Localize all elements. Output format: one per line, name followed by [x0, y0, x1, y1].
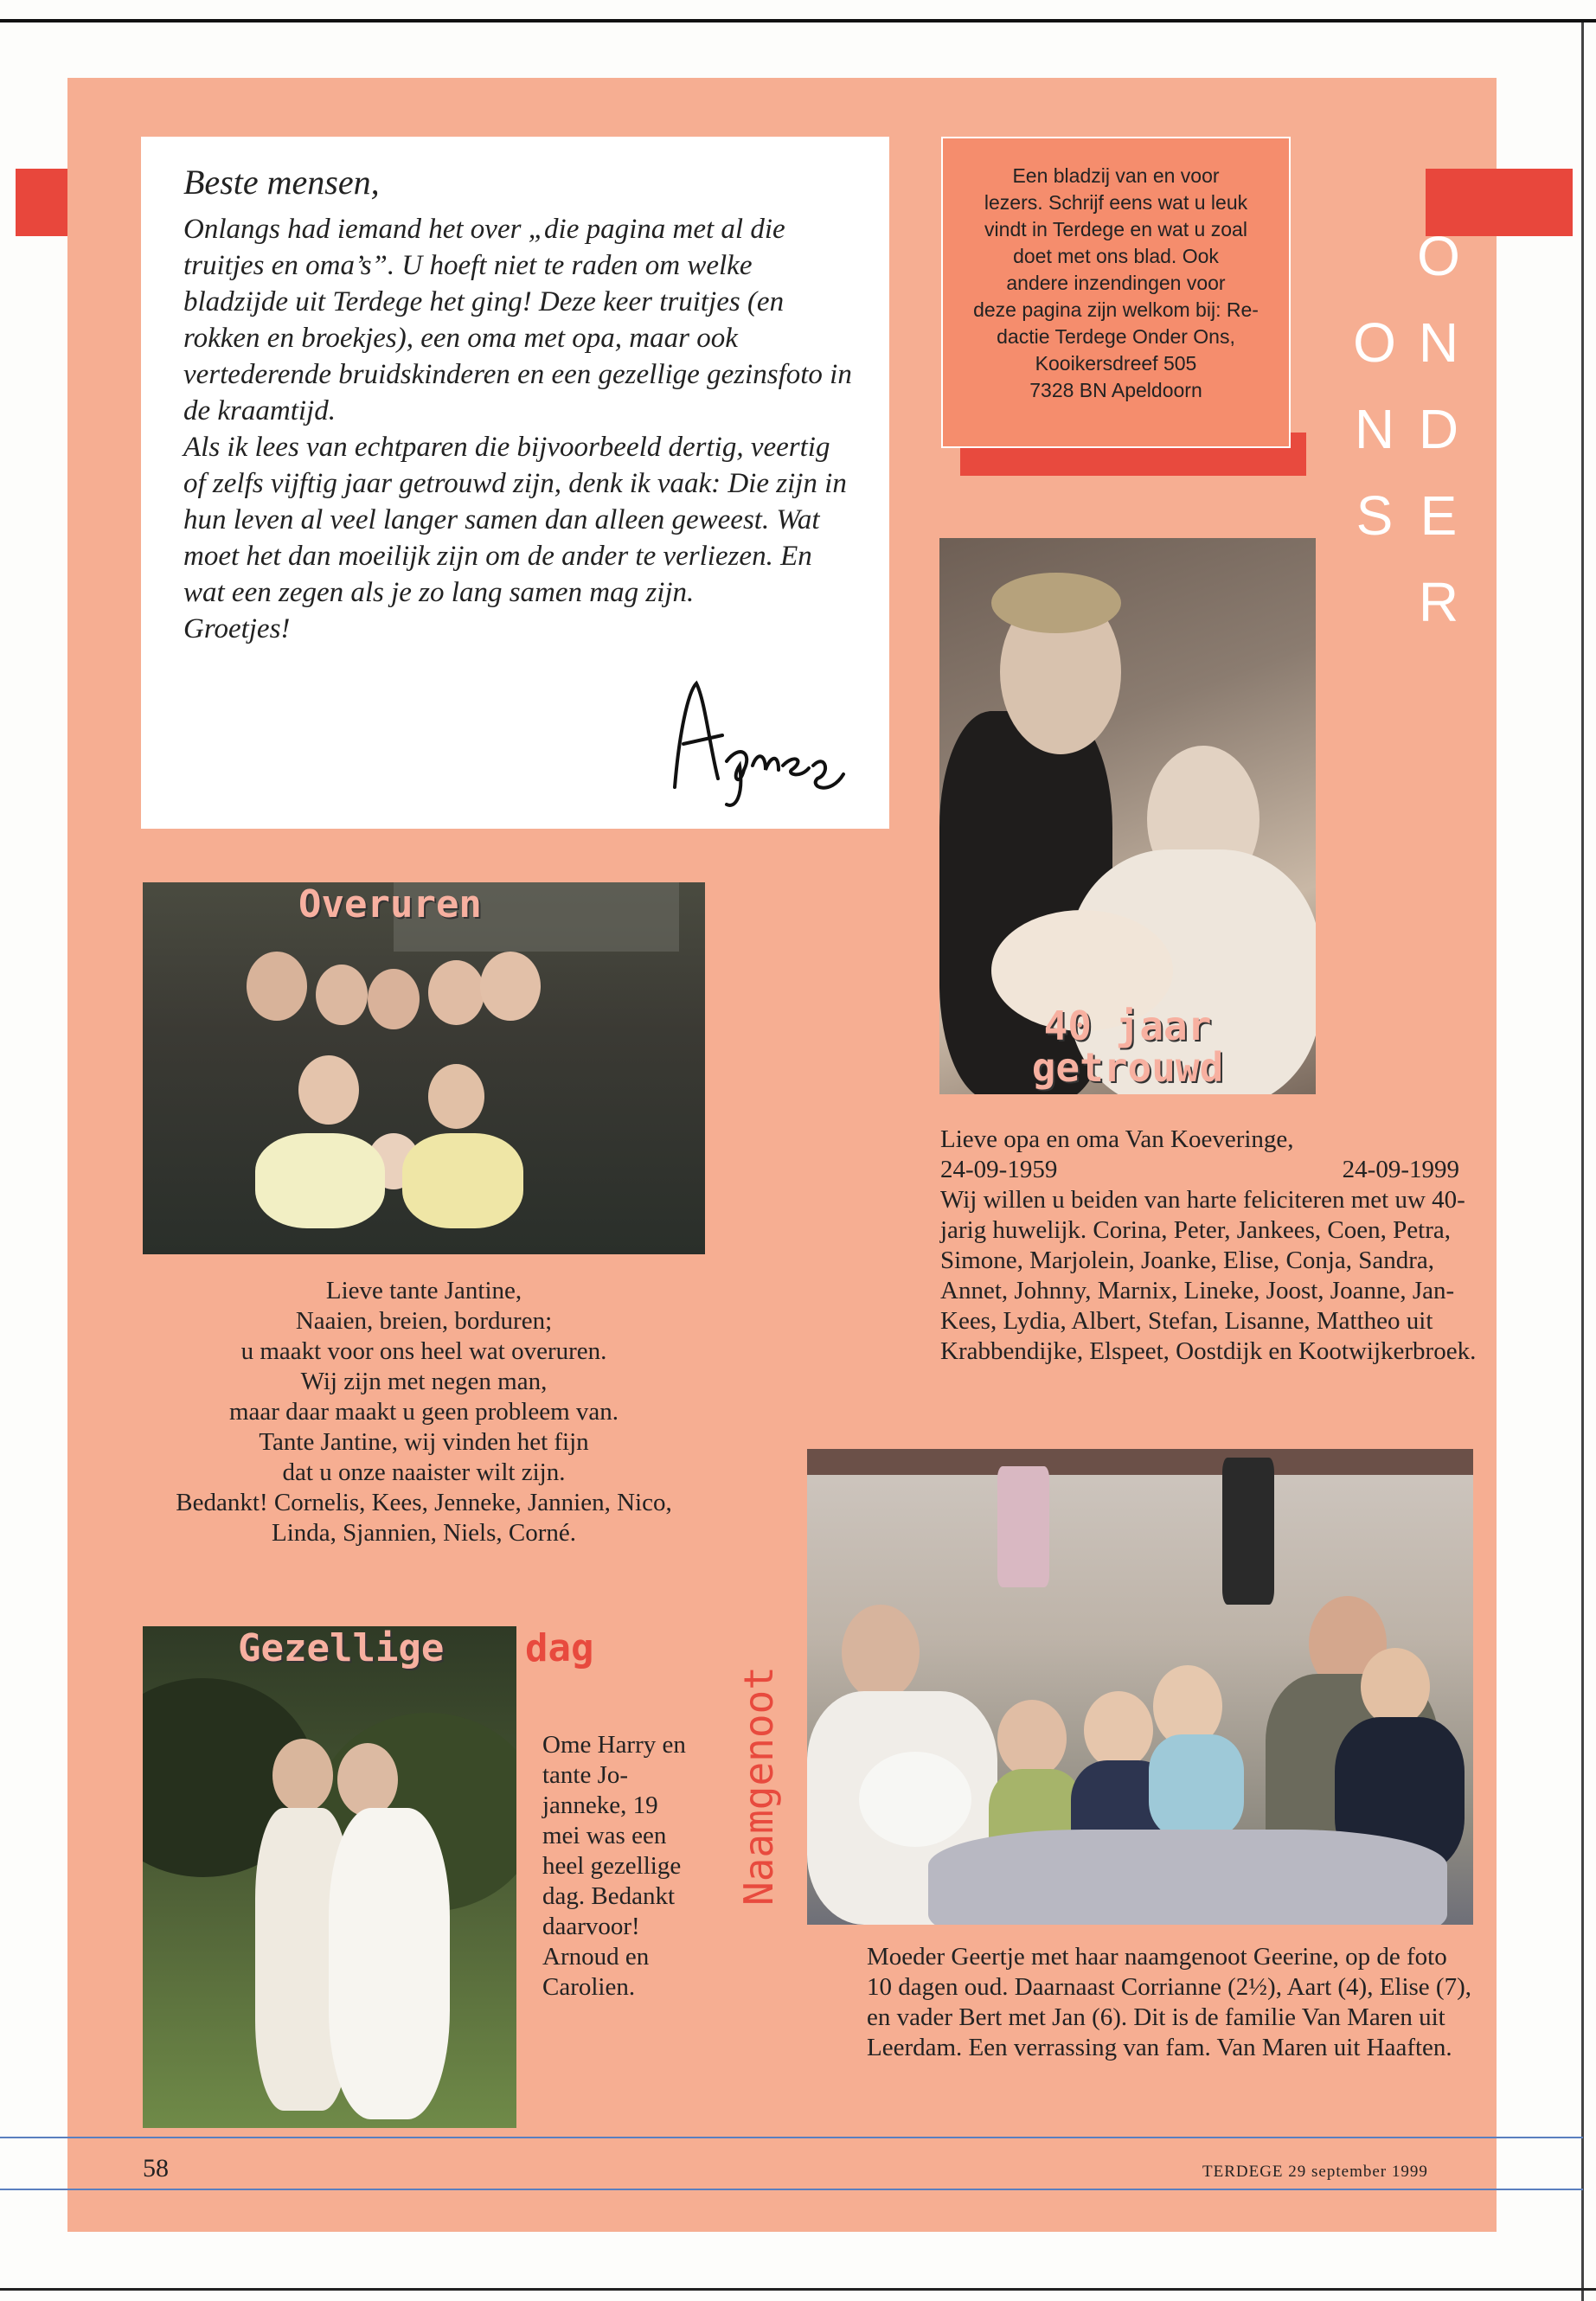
wedding-label-line: getrouwd — [1031, 1044, 1224, 1091]
child-sweater — [402, 1133, 523, 1228]
wedding-message — [940, 1125, 1477, 1367]
letter-paragraph-1: Onlangs had iemand het over „die pagina met al die truitjes en oma’s”. U hoeft niet te raden om welke bladzijde uit Terdege het ging! Deze keer truitjes (en rokken en broekjes), een oma met opa, maar ook vertederende bruidskinderen en een gezellige gezinsfoto in de kraamtijd. — [183, 214, 852, 426]
signature-agnes — [657, 666, 856, 813]
child-sweater — [255, 1133, 385, 1228]
photo-wedding — [939, 538, 1316, 1094]
wedding-body: Wij willen u beiden van harte feliciteren met uw 40-jarig huwelijk. Corina, Peter, Jankees, Coen, Petra, Simone, Marjolein, Joanke, Elise, Conja, Sandra, Annet, Johnny, Marnix, Lineke, Joost, Joanne, Jan-Kees, Lydia, Albert, Stefan, Lisanne, Mattheo uit Krabbendijke, Elspeet, Oostdijk en Kootwijkerbroek. — [940, 1186, 1477, 1365]
photo-naamgenoot — [807, 1449, 1473, 1925]
child-face — [997, 1700, 1067, 1778]
info-line: deze pagina zijn welkom bij: Re- — [973, 298, 1259, 321]
bed-cover — [928, 1830, 1447, 1925]
child-face — [428, 1064, 484, 1129]
photo-gezellige-dag — [143, 1626, 516, 2128]
mother-face — [842, 1605, 920, 1700]
naamgenoot-message: Moeder Geertje met haar naamgenoot Geerine, op de foto 10 dagen oud. Daarnaast Corrianne (2½), Aart (4), Elise (7), en vader Bert met Jan (6). Dit is de familie Van Maren uit Leerdam. Een verrassing van fam. Van Maren uit Haaften. — [867, 1943, 1471, 2061]
info-box-text — [952, 163, 1280, 404]
letter-paragraph-2: Als ik lees van echtparen die bijvoorbeeld dertig, veertig of zelfs vijftig jaar getrouwd zijn, denk ik vaak: Die zijn in hun leven al veel langer samen dan alleen geweest. Wat moet het dan moeilijk zijn om de ander te verliezen. En wat een zegen als je zo lang samen mag zijn. — [183, 432, 847, 608]
wedding-heading: Lieve opa en oma Van Koeveringe, — [940, 1125, 1294, 1153]
editor-letter — [183, 164, 858, 647]
footer-rule-bottom — [0, 2189, 1583, 2190]
info-line: doet met ons blad. Ook — [1013, 245, 1219, 267]
section-title: ONDER ONS — [1343, 225, 1470, 657]
child-face — [316, 965, 368, 1025]
poem-line: Bedankt! Cornelis, Kees, Jenneke, Jannien, Nico, — [176, 1489, 672, 1516]
child-face — [480, 952, 541, 1021]
wedding-date-end: 24-09-1999 — [1342, 1156, 1459, 1183]
bottom-rule — [0, 2288, 1596, 2291]
overuren-poem — [143, 1276, 705, 1548]
page-edge — [1581, 22, 1584, 2301]
info-line: Kooikersdreef 505 — [1035, 352, 1197, 375]
wedding-label-line: 40 jaar — [1043, 1003, 1212, 1049]
hanging-clothes — [997, 1466, 1049, 1587]
child-face — [298, 1055, 359, 1125]
info-line: vindt in Terdege en wat u zoal — [984, 218, 1247, 240]
child-face — [368, 969, 420, 1029]
overuren-label: Overuren — [298, 882, 482, 926]
poem-line: maar daar maakt u geen probleem van. — [228, 1398, 619, 1426]
photo-overuren — [143, 882, 705, 1254]
hanging-clothes — [1222, 1458, 1274, 1605]
girl-dress — [329, 1808, 450, 2119]
poem-line: Wij zijn met negen man, — [300, 1368, 548, 1395]
info-line: 7328 BN Apeldoorn — [1029, 379, 1202, 401]
left-red-band — [16, 169, 67, 236]
girl-face — [337, 1743, 398, 1817]
letter-greeting: Beste mensen, — [183, 163, 380, 202]
child-face — [428, 960, 484, 1025]
poem-line: dat u onze naaister wilt zijn. — [282, 1458, 566, 1486]
top-rule — [0, 19, 1596, 22]
child-face — [1084, 1691, 1153, 1769]
child-face — [247, 952, 307, 1021]
curtain-rail — [807, 1449, 1473, 1475]
dag-label: dag — [525, 1626, 594, 1670]
info-line: andere inzendingen voor — [1006, 272, 1226, 294]
footer-rule-top — [0, 2137, 1583, 2138]
poem-line: Naaien, breien, borduren; — [295, 1307, 553, 1335]
poem-line: u maakt voor ons heel wat overuren. — [240, 1337, 607, 1365]
poem-line: Tante Jantine, wij vinden het fijn — [259, 1428, 589, 1456]
naamgenoot-label: Naamgenoot — [735, 1666, 782, 1907]
boy-face — [272, 1739, 333, 1812]
publication-line: TERDEGE 29 september 1999 — [1202, 2163, 1428, 2181]
newborn — [859, 1752, 971, 1847]
poem-line: Linda, Sjannien, Niels, Corné. — [272, 1519, 576, 1547]
gezellige-dag-message: Ome Harry en tante Jo-janneke, 19 mei was een heel gezellige dag. Bedankt daarvoor! Arnoud en Carolien. — [542, 1731, 686, 2001]
child-face — [1361, 1648, 1430, 1726]
gezellige-label: Gezellige — [238, 1626, 445, 1670]
groom-hair — [991, 573, 1121, 633]
wedding-date-start: 24-09-1959 — [940, 1156, 1058, 1183]
page-number: 58 — [143, 2154, 169, 2182]
letter-closing: Groetjes! — [183, 613, 291, 644]
wedding-label — [939, 1003, 1316, 1091]
child-shirt — [1149, 1734, 1244, 1838]
info-line: lezers. Schrijf eens wat u leuk — [984, 191, 1248, 214]
poem-line: Lieve tante Jantine, — [325, 1277, 522, 1304]
info-line: Een bladzij van en voor — [1012, 164, 1220, 187]
info-line: dactie Terdege Onder Ons, — [997, 325, 1235, 348]
wedding-dates — [940, 1155, 1459, 1185]
